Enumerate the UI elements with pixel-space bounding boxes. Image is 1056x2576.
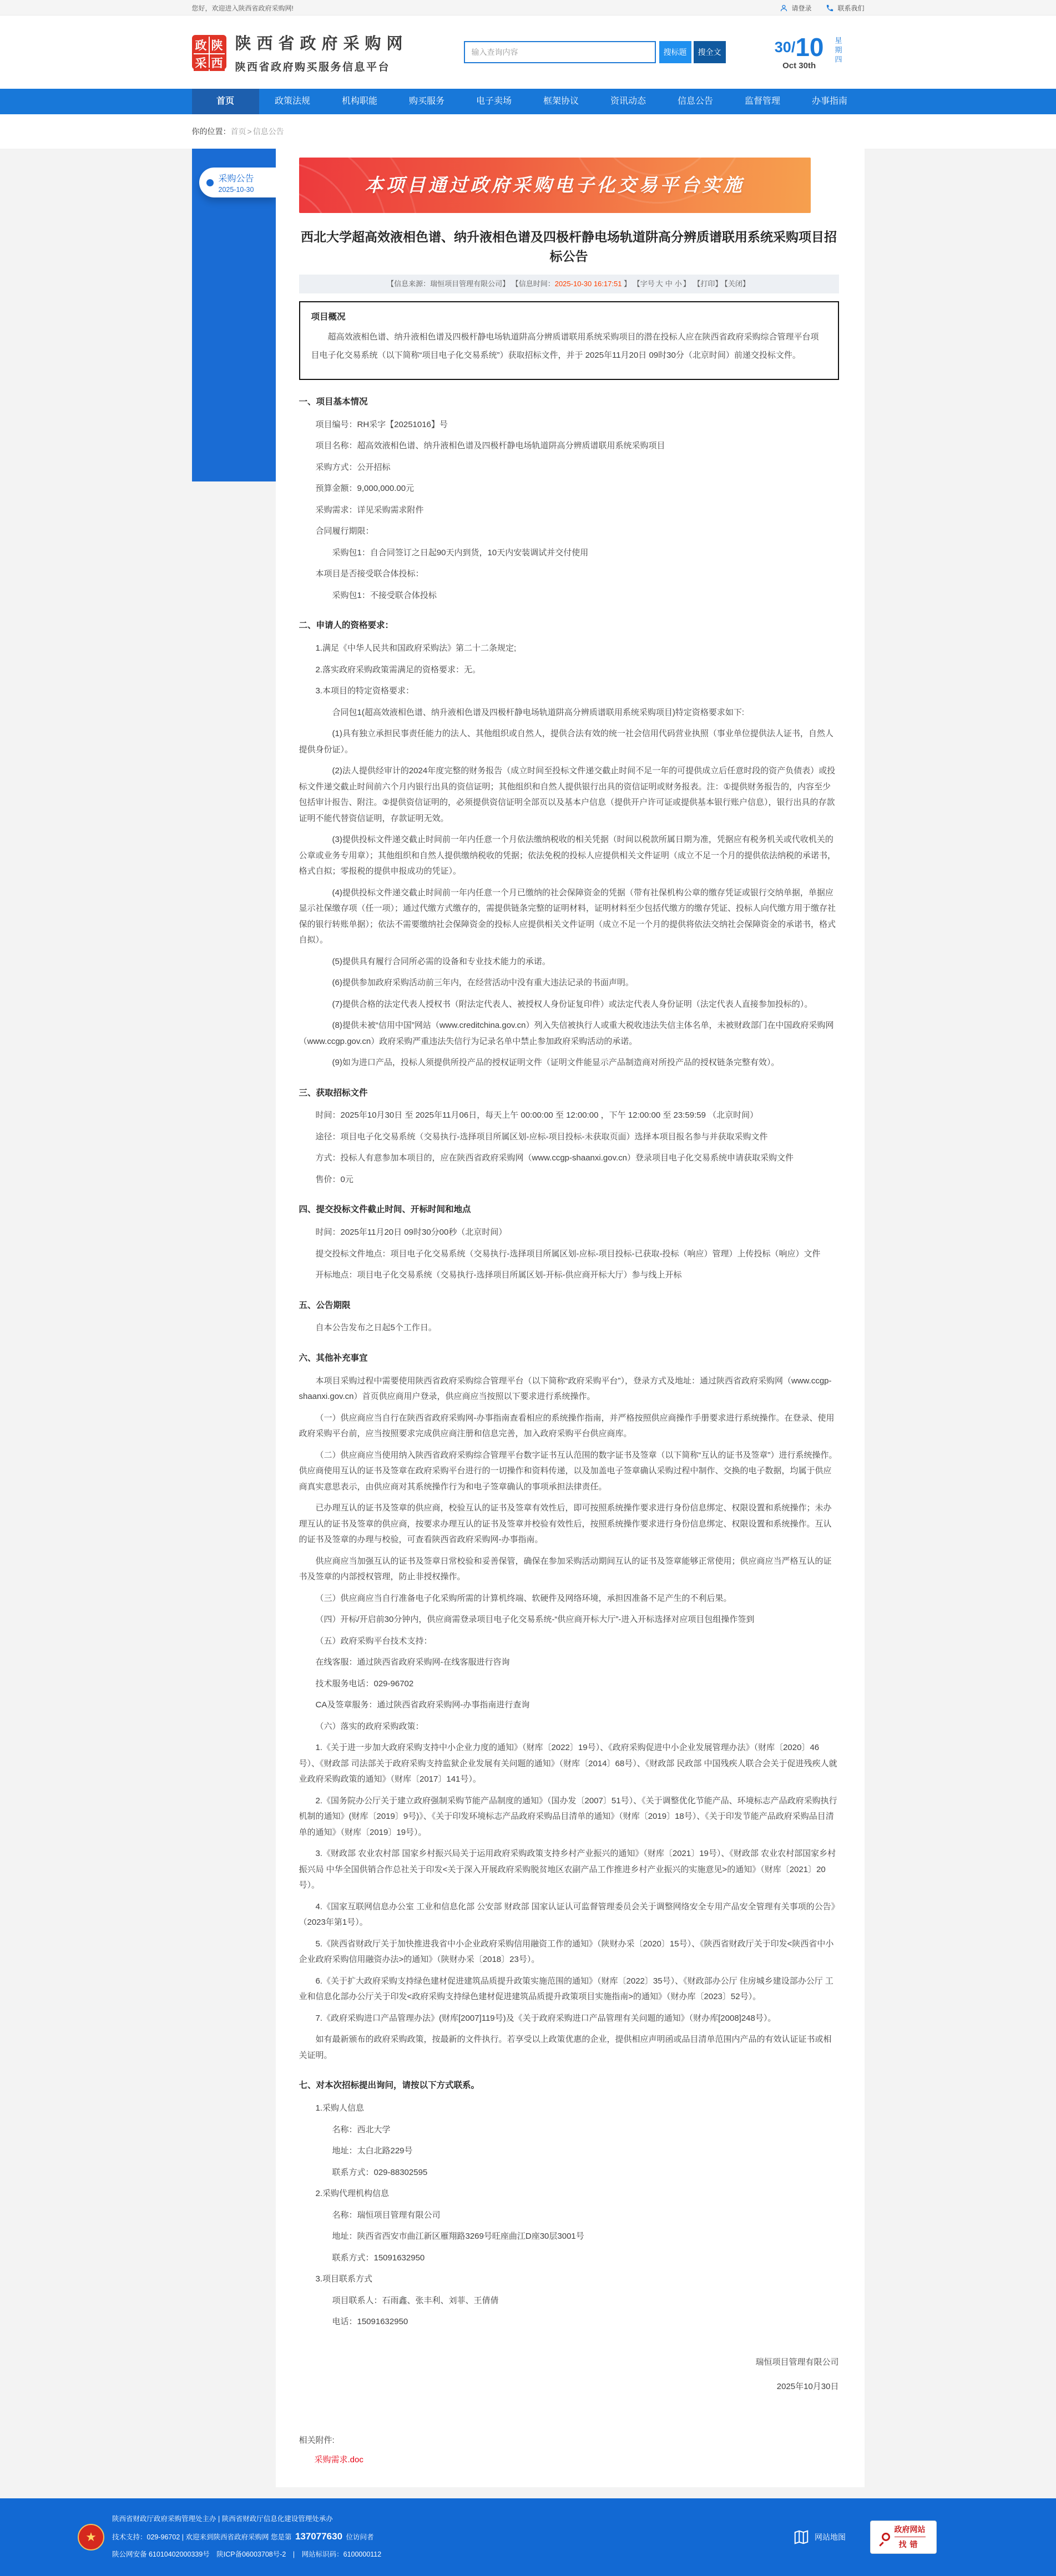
paragraph: (4)提供投标文件递交截止时间前一年内任意一个月已缴纳的社会保障资金的凭据（带有社保机构公章的缴存凭证或银行交纳单据，单据应显示社保缴存项（任一项）；通过代缴方式缴存的，需提供链条完整的证明材料，证明材料至少包括代缴方的缴存凭证、投标人向代缴方用于缴存社保的银行转账单据）；依法不需要缴纳社会保障资金的投标人应提供相关文件证明（成立不足一个月的提供将依法交纳社会保障资金的承诺书，格式自拟）。 bbox=[299, 888, 836, 945]
section-heading: 四、提交投标文件截止时间、开标时间和地点 bbox=[299, 1205, 471, 1215]
paragraph: CA及签章服务：通过陕西省政府采购网-办事指南进行查询 bbox=[315, 1700, 530, 1710]
attachments-section bbox=[299, 2434, 839, 2465]
paragraph: 在线客服：通过陕西省政府采购网-在线客服进行咨询 bbox=[315, 1657, 510, 1667]
paragraph: 开标地点：项目电子化交易系统（交易执行-选择项目所属区划-开标-供应商开标大厅）参与线上开标 bbox=[315, 1270, 682, 1280]
paragraph: 提交投标文件地点：项目电子化交易系统（交易执行-选择项目所属区划-应标-项目投标-已获取-投标（响应）管理）上传投标（响应）文件 bbox=[315, 1249, 821, 1259]
footer-line-icp: 陕公网安备 61010402000339号 陕ICP备06003708号-2 | 网站标识码：6100000112 bbox=[112, 2550, 382, 2558]
paragraph: （一）供应商应当自行在陕西省政府采购网-办事指南查看相应的系统操作指南，并严格按照供应商操作手册要求进行系统操作。在登录、使用政府采购平台前，应当按照要求完成供应商注册和信息完善，加入政府采购平台供应商库。 bbox=[299, 1413, 835, 1439]
breadcrumb bbox=[192, 114, 865, 149]
paragraph: 采购包1：不接受联合体投标 bbox=[332, 590, 437, 600]
bullet-dot-icon bbox=[206, 179, 214, 186]
sitemap-link[interactable] bbox=[793, 2529, 846, 2545]
paragraph: （三）供应商应当自行准备电子化采购所需的计算机终端、软硬件及网络环境，承担因准备不足产生的不利后果。 bbox=[315, 1593, 732, 1603]
magnifier-icon bbox=[882, 2533, 890, 2541]
contact-link[interactable] bbox=[826, 3, 864, 13]
footer-visitors-prefix: 技术支持：029-96702 | 欢迎来到陕西省政府采购网 您是第 bbox=[112, 2533, 292, 2542]
visitor-count: 137077630 bbox=[295, 2531, 343, 2542]
seal-char: 政 bbox=[194, 37, 209, 53]
signature-company: 瑞恒项目管理有限公司 bbox=[755, 2357, 839, 2367]
breadcrumb-label: 你的位置： bbox=[191, 127, 231, 136]
date-day: 30/ bbox=[774, 38, 796, 55]
nav-item-办事指南[interactable]: 办事指南 bbox=[811, 97, 847, 106]
seal-char: 采 bbox=[194, 54, 209, 71]
paragraph: 如有最新颁布的政府采购政策，按最新的文件执行。若享受以上政策优惠的企业，提供相应声明函或品目清单范围内产品的有效认证证书或相关证明。 bbox=[299, 2035, 832, 2060]
banner-text: 本项目通过政府采购电子化交易平台实施 bbox=[365, 175, 745, 195]
overview-heading: 项目概况 bbox=[311, 312, 346, 322]
seal-char: 陕 bbox=[210, 37, 225, 53]
contact-label: 联系我们 bbox=[837, 4, 865, 12]
signature-block bbox=[299, 2355, 839, 2395]
footer-text bbox=[112, 2512, 381, 2562]
breadcrumb-bar bbox=[0, 114, 1056, 149]
paragraph: 1.采购人信息 bbox=[315, 2103, 365, 2113]
paragraph: 1.《关于进一步加大政府采购支持中小企业力度的通知》（财库〔2022〕19号）、《政府采购促进中小企业发展管理办法》（财库〔2020〕46号）、《财政部 司法部关于政府采购支持监狱企业发展有关问题的通知》（财库〔2014〕68号）、《财政部 民政部 中国残疾人联合会关于促进残疾人就业政府采购政策的通知》（财库〔2017〕141号）。 bbox=[299, 1743, 837, 1784]
footer-line-visitors bbox=[112, 2527, 381, 2547]
nav-item-home-active[interactable]: 首页 bbox=[192, 89, 259, 114]
paragraph: 项目编号：RH采字【20251016】号 bbox=[315, 419, 448, 429]
site-footer bbox=[0, 2498, 1056, 2576]
breadcrumb-home[interactable]: 首页 bbox=[230, 127, 246, 136]
paragraph: (2)法人提供经审计的2024年度完整的财务报告（成立时间至投标文件递交截止时间不足一年的可提供成立后任意时段的资产负债表）或投标文件递交截止时间前六个月内银行出具的资信证明；其他组织和自然人提供银行出具的资信证明或财务报表。注：①提供财务报告的，内容至少包括审计报告、附注。②提供资信证明的，必须提供资信证明全部页以及基本户信息（提供开户许可证或提供基本银行账户信息），银行出具的存款证明不能代替资信证明，存款证明无效。 bbox=[299, 766, 836, 823]
public-security-emblem-icon: ★ bbox=[78, 2524, 104, 2550]
paragraph: （四）开标/开启前30分钟内，供应商需登录项目电子化交易系统-“供应商开标大厅”-进入开标选择对应项目包组操作签到 bbox=[315, 1615, 755, 1625]
paragraph: 方式：投标人有意参加本项目的，应在陕西省政府采购网（www.ccgp-shaanxi.gov.cn）登录项目电子化交易系统申请获取采购文件 bbox=[315, 1153, 794, 1163]
paragraph: (5)提供具有履行合同所必需的设备和专业技术能力的承诺。 bbox=[332, 956, 550, 966]
paragraph: (3)提供投标文件递交截止时间前一年内任意一个月依法缴纳税收的相关凭据（时间以税款所属日期为准，凭据应有税务机关或代收机关的公章或业务专用章）；其他组织和自然人提供缴纳税收的凭据；依法免税的投标人应提供相关文件证明（成立不足一个月的提供依法纳税的承诺书，格式自拟；零报税的提供申报成功的凭证）。 bbox=[299, 835, 836, 876]
paragraph: (1)具有独立承担民事责任能力的法人、其他组织或自然人，提供合法有效的统一社会信用代码营业执照（事业单位提供法人证书，自然人提供身份证）。 bbox=[299, 729, 833, 754]
paragraph: 售价：0元 bbox=[315, 1174, 353, 1184]
date-english: Oct 30th bbox=[782, 60, 816, 70]
breadcrumb-current[interactable]: 信息公告 bbox=[252, 127, 284, 136]
font-size-option[interactable]: 中 bbox=[665, 280, 673, 288]
nav-item-资讯动态[interactable]: 资讯动态 bbox=[610, 97, 646, 106]
search-input[interactable] bbox=[464, 41, 656, 63]
paragraph: 采购需求：详见采购需求附件 bbox=[315, 505, 424, 515]
section-heading: 六、其他补充事宜 bbox=[299, 1353, 368, 1363]
meta-fontsize-suffix: 】 bbox=[683, 280, 690, 288]
search-title-button[interactable]: 搜标题 bbox=[659, 41, 691, 63]
paragraph: (7)提供合格的法定代表人授权书（附法定代表人、被授权人身份证复印件）或法定代表人身份证明（法定代表人直接参加投标的）。 bbox=[332, 999, 813, 1009]
paragraph: (6)提供参加政府采购活动前三年内，在经营活动中没有重大违法记录的书面声明。 bbox=[332, 978, 634, 988]
paragraph: 时间：2025年10月30日 至 2025年11月06日，每天上午 00:00:00 至 12:00:00 ，下午 12:00:00 至 23:59:59 （北京时间） bbox=[315, 1110, 759, 1120]
paragraph: 4.《国家互联网信息办公室 工业和信息化部 公安部 财政部 国家认证认可监督管理委员会关于调整网络安全专用产品安全管理有关事项的公告》（2023年第1号）。 bbox=[299, 1901, 836, 1928]
paragraph: 途径：项目电子化交易系统（交易执行-选择项目所属区划-应标-项目投标-未获取页面）选择本项目报名参与并获取采购文件 bbox=[315, 1132, 768, 1142]
err-badge-title: 政府网站 bbox=[894, 2525, 926, 2534]
paragraph: 2.采购代理机构信息 bbox=[315, 2189, 390, 2199]
attachments-label: 相关附件: bbox=[299, 2435, 335, 2445]
section-heading: 三、获取招标文件 bbox=[299, 1088, 368, 1098]
top-utility-bar bbox=[0, 0, 1056, 16]
article-panel bbox=[276, 149, 865, 2487]
site-name: 陕西省政府采购网 bbox=[235, 34, 408, 53]
paragraph: 时间：2025年11月20日 09时30分00秒（北京时间） bbox=[315, 1228, 507, 1238]
meta-time: 2025-10-30 16:17:51 bbox=[554, 280, 622, 288]
meta-time-prefix: 【信息时间： bbox=[511, 280, 555, 288]
paragraph: 2.《国务院办公厅关于建立政府强制采购节能产品制度的通知》（国办发〔2007〕51号）、《关于调整优化节能产品、环境标志产品政府采购执行机制的通知》(财库〔2019〕9号)》、《关于印发环境标志产品政府采购品目清单的通知》（财库〔2019〕18号）、《关于印发节能产品政府采购品目清单的通知》（财库〔2019〕19号）。 bbox=[299, 1796, 837, 1837]
paragraph: 合同包1(超高效液相色谱、纳升液相色谱及四极杆静电场轨道阱高分辨质谱联用系统采购项目)特定资格要求如下: bbox=[332, 707, 745, 717]
sidebar bbox=[192, 149, 276, 481]
nav-item-机构职能[interactable]: 机构职能 bbox=[341, 97, 377, 106]
paragraph: 3.项目联系方式 bbox=[315, 2274, 373, 2284]
print-button[interactable]: 【打印】 bbox=[693, 280, 722, 288]
section-heading: 七、对本次招标提出询问，请按以下方式联系。 bbox=[299, 2081, 480, 2091]
paragraph: 2.落实政府采购政策需满足的资格要求：无。 bbox=[315, 665, 481, 675]
paragraph: 3.《财政部 农业农村部 国家乡村振兴局关于运用政府采购政策支持乡村产业振兴的通知》（财库〔2021〕19号）、《财政部 农业农村部国家乡村振兴局 中华全国供销合作总社关于印发<关于深入开展政府采购脱贫地区农副产品工作推进乡村产业振兴的实施意见>的通知》（财库〔2021〕20号）。 bbox=[299, 1849, 836, 1890]
sitemap-label: 网站地图 bbox=[815, 2532, 846, 2542]
login-label: 请登录 bbox=[791, 4, 812, 12]
paragraph: 联系方式：029-88302595 bbox=[332, 2167, 428, 2177]
article-sections bbox=[299, 395, 839, 2330]
paragraph: 3.本项目的特定资格要求： bbox=[315, 686, 415, 696]
sidebar-blue-panel bbox=[192, 149, 276, 481]
signature-date: 2025年10月30日 bbox=[776, 2382, 839, 2392]
login-link[interactable] bbox=[780, 3, 811, 13]
paragraph: 6.《关于扩大政府采购支持绿色建材促进建筑品质提升政策实施范围的通知》（财库〔2022〕35号）、《财政部办公厅 住房城乡建设部办公厅 工业和信息化部办公厅关于印发<政府采购支持绿色建材促进建筑品质提升政策项目实施指南>的通知》（财办库〔2023〕52号）。 bbox=[299, 1976, 833, 2002]
nav-item-监督管理[interactable]: 监督管理 bbox=[744, 97, 780, 106]
date-widget bbox=[775, 34, 865, 70]
page-title: 西北大学超高效液相色谱、纳升液相色谱及四极杆静电场轨道阱高分辨质谱联用系统采购项目招标公告 bbox=[301, 230, 837, 263]
err-badge-action: 找错 bbox=[895, 2537, 926, 2550]
nav-item-框架协议[interactable]: 框架协议 bbox=[543, 97, 579, 106]
site-logo[interactable] bbox=[192, 31, 408, 74]
paragraph: 名称：瑞恒项目管理有限公司 bbox=[332, 2210, 441, 2220]
font-size-option[interactable]: 大 bbox=[655, 280, 663, 288]
paragraph: 名称：西北大学 bbox=[332, 2124, 391, 2134]
main-nav bbox=[0, 89, 1056, 114]
meta-time-suffix: 】 bbox=[622, 280, 631, 288]
logo-seal-icon bbox=[192, 35, 226, 69]
nav-item-电子卖场[interactable]: 电子卖场 bbox=[476, 97, 512, 106]
project-overview-box bbox=[299, 301, 839, 380]
paragraph: （二）供应商应当使用纳入陕西省政府采购综合管理平台数字证书互认范围的数字证书及签章（以下简称“互认的证书及签章”）进行系统操作。供应商使用互认的证书及签章在政府采购平台进行的一切操作和资料传递，以及加盖电子签章确认采购过程中制作、交换的电子数据，均属于供应商真实意思表示，由供应商对其系统操作行为和电子签章确认的事项承担法律责任。 bbox=[299, 1450, 837, 1492]
paragraph: 项目联系人：石雨鑫、张丰利、刘菲、王倩倩 bbox=[332, 2295, 499, 2305]
sidebar-tag-label: 采购公告 bbox=[218, 174, 254, 184]
paragraph: 7.《政府采购进口产品管理办法》(财库[2007]119号)及《关于政府采购进口产品管理有关问题的通知》（财办库[2008]248号）。 bbox=[315, 2013, 776, 2023]
map-icon bbox=[793, 2529, 810, 2545]
font-size-option[interactable]: 小 bbox=[674, 280, 682, 288]
section-heading: 五、公告期限 bbox=[299, 1300, 351, 1310]
paragraph: 地址：太白北路229号 bbox=[332, 2146, 413, 2156]
section-heading: 一、项目基本情况 bbox=[299, 397, 368, 407]
user-icon bbox=[780, 4, 788, 12]
nav-item-政策法规[interactable]: 政策法规 bbox=[274, 97, 310, 106]
article-meta-bar bbox=[299, 275, 839, 293]
platform-banner bbox=[299, 158, 811, 213]
paragraph: (8)提供未被“信用中国”网站（www.creditchina.gov.cn）列入失信被执行人或重大税收违法失信主体名单，未被财政部门在中国政府采购网（www.ccgp.gov.cn）政府采购严重违法失信行为记录名单中禁止参加政府采购活动的承诺。 bbox=[299, 1021, 834, 1046]
overview-body: 超高效液相色谱、纳升液相色谱及四极杆静电场轨道阱高分辨质谱联用系统采购项目的潜在投标人应在陕西省政府采购综合管理平台项目电子化交易系统（以下简称“项目电子化交易系统”）获取招标文件，并于 2025年11月20日 09时30分（北京时间）前递交投标文件。 bbox=[311, 332, 819, 360]
welcome-text: 您好，欢迎进入陕西省政府采购网! bbox=[191, 4, 294, 12]
paragraph: 地址：陕西省西安市曲江新区雁翔路3269号旺座曲江D座30层3001号 bbox=[332, 2232, 584, 2242]
nav-item-信息公告[interactable]: 信息公告 bbox=[677, 97, 713, 106]
paragraph: 供应商应当加强互认的证书及签章日常校验和妥善保管，确保在参加采购活动期间互认的证书及签章能够正常使用；供应商应当严格互认的证书及签章的内部授权管理，防止非授权操作。 bbox=[299, 1556, 832, 1582]
sidebar-tag-date: 2025-10-30 bbox=[218, 186, 254, 194]
attachment-link[interactable]: 采购需求.doc bbox=[314, 2455, 363, 2465]
paragraph: 本项目采购过程中需要使用陕西省政府采购综合管理平台（以下简称“政府采购平台”），登录方式及地址：通过陕西省政府采购网（www.ccgp-shaanxi.gov.cn）首页供应商用户登录，供应商应当按照以下要求进行系统操作。 bbox=[299, 1376, 832, 1402]
paragraph: （六）落实的政府采购政策： bbox=[315, 1721, 424, 1731]
paragraph: 自本公告发布之日起5个工作日。 bbox=[315, 1323, 437, 1333]
close-button[interactable]: 【关闭】 bbox=[724, 280, 750, 288]
paragraph: 本项目是否接受联合体投标： bbox=[315, 569, 424, 579]
paragraph: 5.《陕西省财政厅关于加快推进我省中小企业政府采购信用融资工作的通知》（陕财办采〔2020〕15号）、《陕西省财政厅关于印发<陕西省中小企业政府采购信用融资办法>的通知》（陕财办采〔2018〕23号）。 bbox=[299, 1939, 834, 1965]
search-bar bbox=[464, 41, 726, 63]
footer-visitors-suffix: 位访问者 bbox=[346, 2533, 374, 2542]
meta-fontsize-prefix: 【字号 bbox=[633, 280, 655, 288]
section-heading: 二、申请人的资格要求： bbox=[299, 621, 394, 631]
sidebar-item-procurement-notice[interactable] bbox=[199, 168, 276, 197]
paragraph: 已办理互认的证书及签章的供应商，校验互认的证书及签章有效性后，即可按照系统操作要求进行身份信息绑定、权限设置和系统操作；未办理互认的证书及签章的供应商，按要求办理互认的证书及签章并校验有效性后，按照系统操作要求进行身份信息绑定、权限设置和系统操作。互认的证书及签章的办理与校验，可查看陕西省政府采购网-办事指南。 bbox=[299, 1503, 832, 1545]
site-subtitle: 陕西省政府购买服务信息平台 bbox=[235, 61, 391, 73]
paragraph: 1.满足《中华人民共和国政府采购法》第二十二条规定; bbox=[315, 643, 517, 653]
paragraph: 电话：15091632950 bbox=[332, 2317, 408, 2327]
date-month: 10 bbox=[795, 32, 824, 62]
footer-line-sponsor: 陕西省财政厅政府采购管理处主办 | 陕西省财政厅信息化建设管理处承办 bbox=[112, 2515, 333, 2523]
paragraph: （五）政府采购平台技术支持： bbox=[315, 1636, 432, 1646]
meta-source: 【信息来源：瑞恒项目管理有限公司】 bbox=[387, 280, 510, 288]
site-header bbox=[0, 16, 1056, 89]
paragraph: 采购方式：公开招标 bbox=[315, 462, 391, 472]
paragraph: 采购包1：自合同签订之日起90天内到货，10天内安装调试并交付使用 bbox=[332, 547, 589, 557]
paragraph: 联系方式：15091632950 bbox=[332, 2253, 425, 2263]
paragraph: 技术服务电话：029-96702 bbox=[315, 1679, 414, 1688]
gov-site-error-report-badge[interactable] bbox=[870, 2521, 937, 2554]
date-weekday: 星期四 bbox=[833, 36, 842, 65]
seal-char: 西 bbox=[210, 54, 225, 71]
nav-item-购买服务[interactable]: 购买服务 bbox=[408, 97, 444, 106]
paragraph: 预算金额：9,000,000.00元 bbox=[315, 484, 415, 494]
phone-icon bbox=[826, 4, 834, 12]
paragraph: 项目名称：超高效液相色谱、纳升液相色谱及四极杆静电场轨道阱高分辨质谱联用系统采购项目 bbox=[315, 441, 665, 451]
paragraph: 合同履行期限： bbox=[315, 526, 374, 536]
search-fulltext-button[interactable]: 搜全文 bbox=[694, 41, 726, 63]
breadcrumb-separator: > bbox=[247, 127, 252, 136]
paragraph: (9)如为进口产品，投标人须提供所投产品的授权证明文件（证明文件能显示产品制造商对所投产品的授权链条完整有效）。 bbox=[332, 1058, 780, 1068]
topbar-links bbox=[780, 3, 864, 13]
